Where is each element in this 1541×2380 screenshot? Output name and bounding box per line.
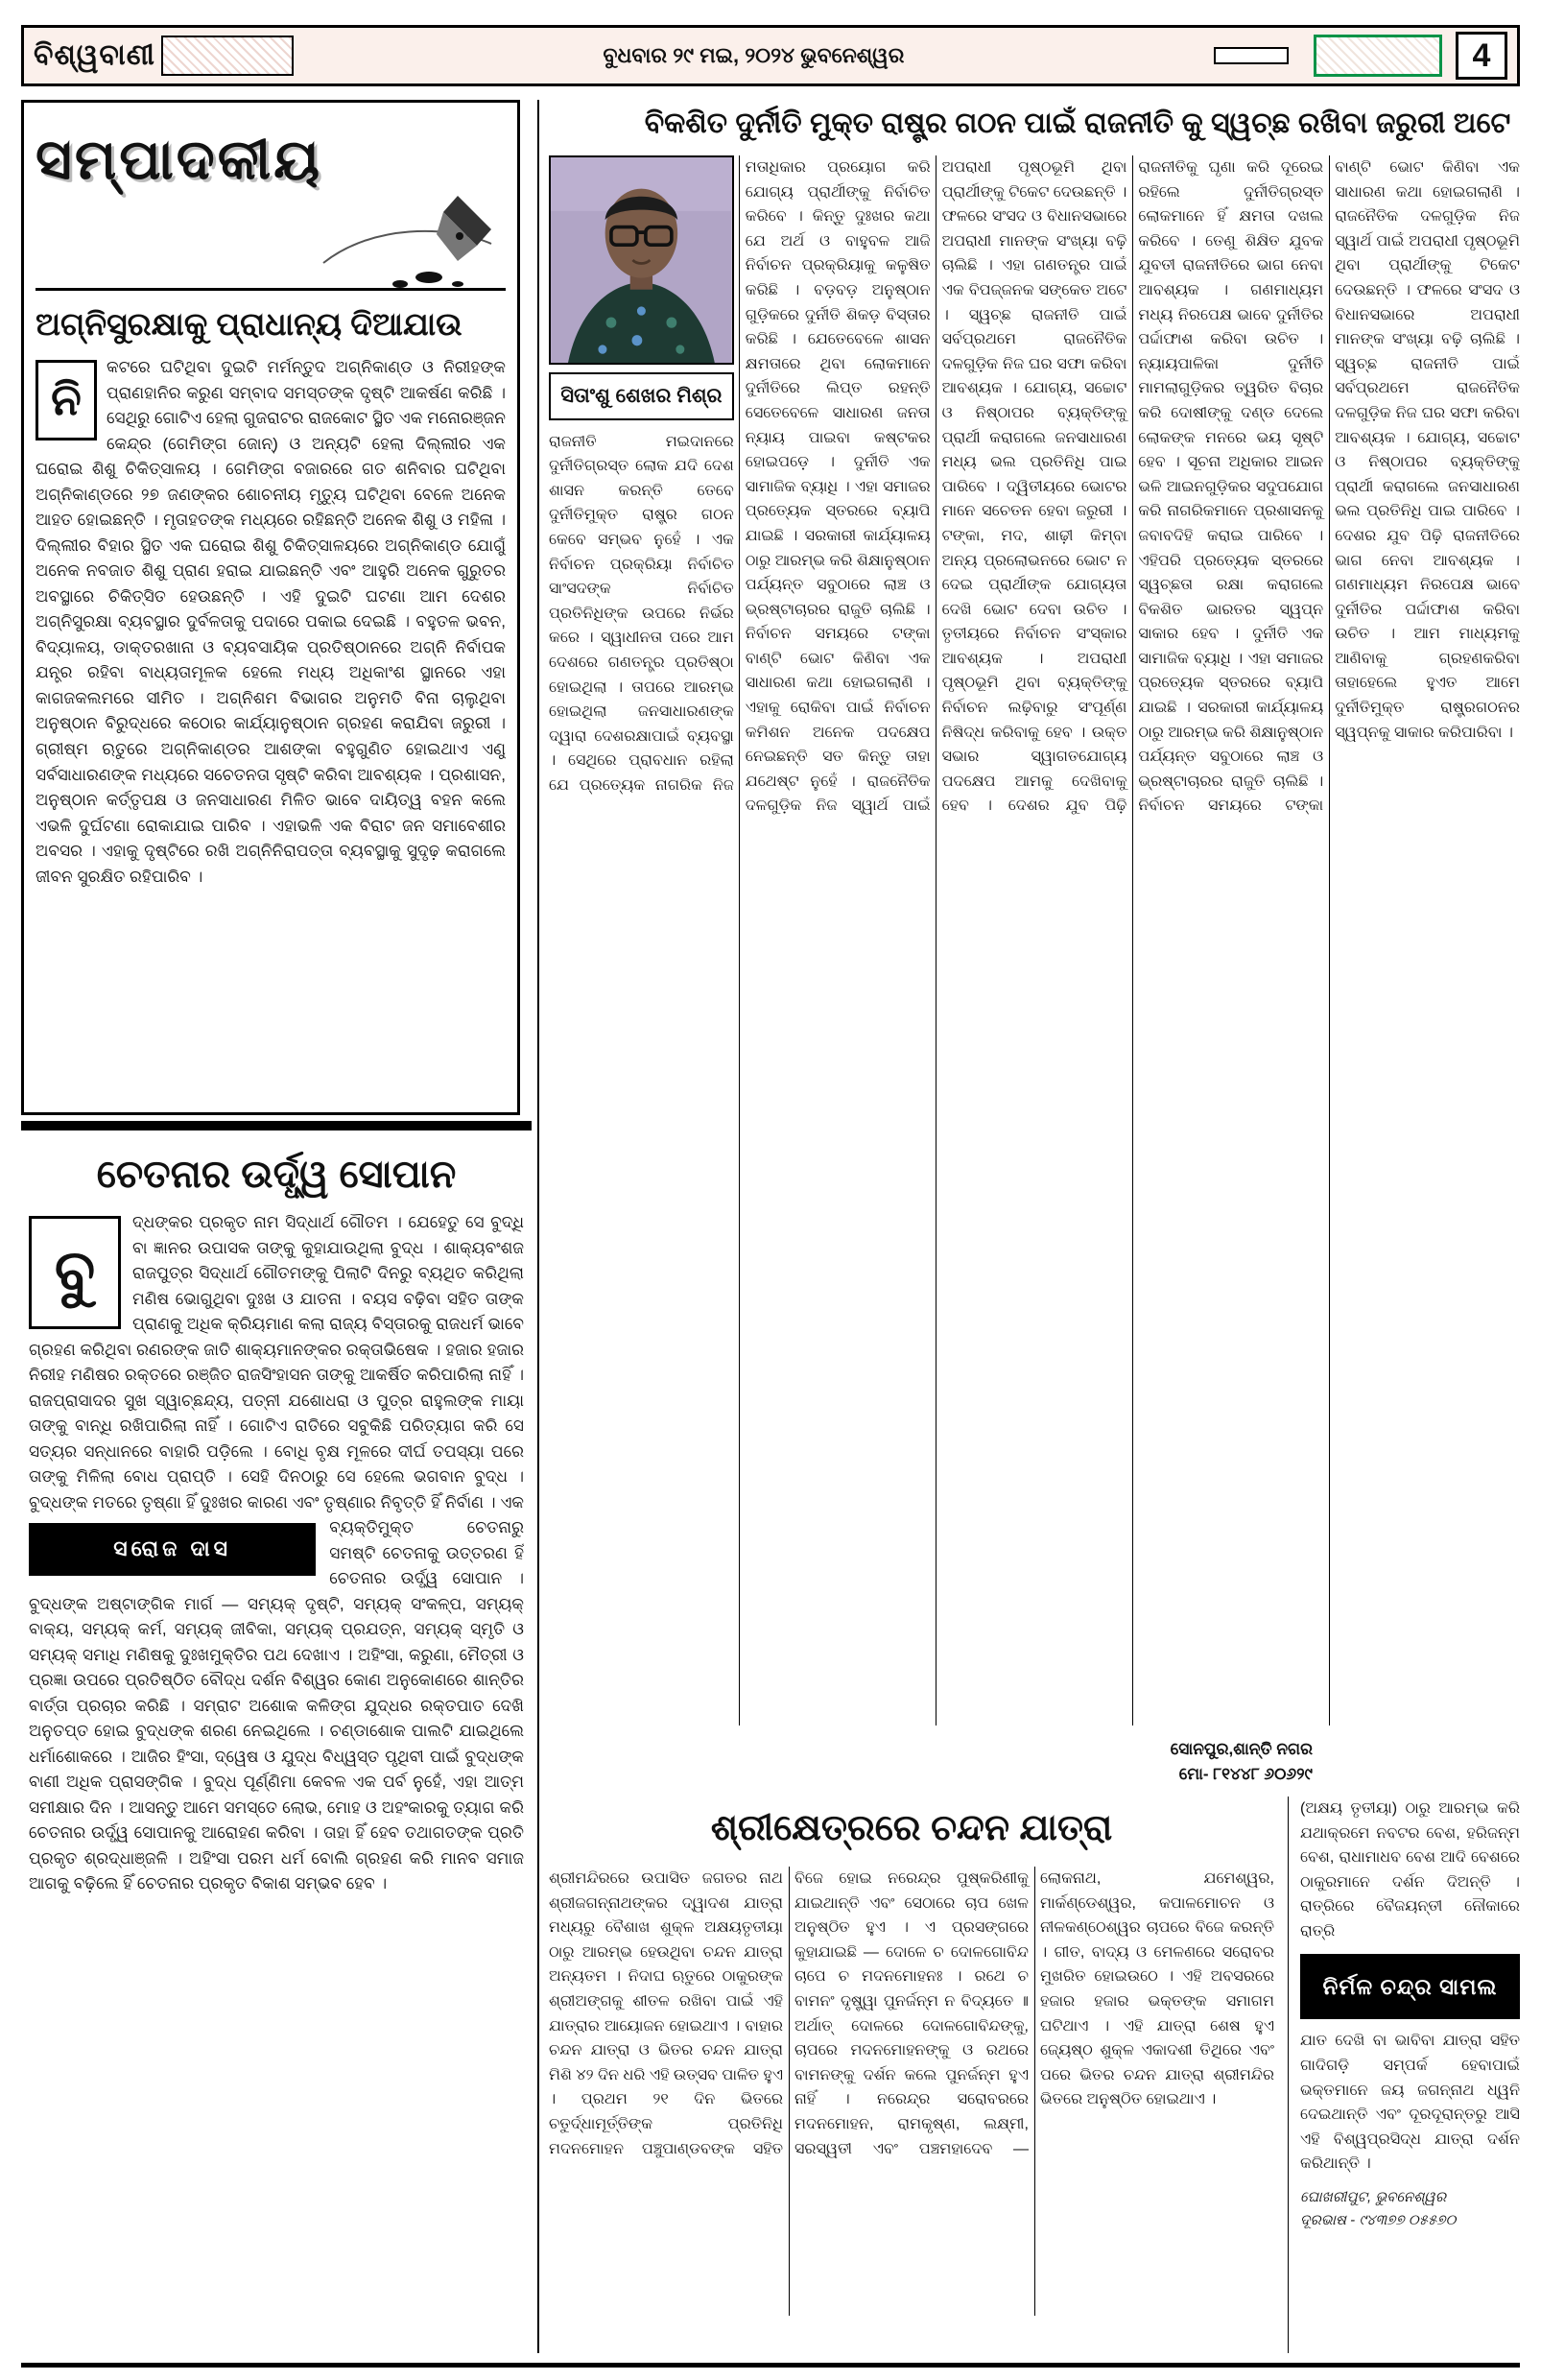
- second-article-body-text: ଦ୍ଧଙ୍କର ପ୍ରକୃତ ନାମ ସିଦ୍ଧାର୍ଥ ଗୌତମ । ଯେହେତୁ ସେ ବୁଦ୍ଧି ବା ଜ୍ଞାନର ଉପାସକ ତାଙ୍କୁ କୁହାଯାଉଥିଲା ବୁଦ୍ଧ । ଶାକ୍ୟବଂଶଜ ରାଜପୁତ୍ର ସିଦ୍ଧାର୍ଥ ଗୌତମଙ୍କୁ ପିଲାଟି ଦିନରୁ ବ୍ୟଥିତ କରିଥିଲା ମଣିଷ ଭୋଗୁଥିବା ଦୁଃଖ ଓ ଯାତନା । ବୟସ ବଢ଼ିବା ସହିତ ତାଙ୍କ ପ୍ରାଣକୁ ଅଧିକ କ୍ରିୟମାଣ କଲା ରାଜ୍ୟ ବିସ୍ତାରକୁ ରାଜଧର୍ମ ଭାବେ ଗ୍ରହଣ କରିଥିବା ରଣରଙ୍କ ଜାତି ଶାକ୍ୟମାନଙ୍କର ରକ୍ତାଭିଷେକ । ହଜାର ହଜାର ନିରୀହ ମଣିଷର ରକ୍ତରେ ରଞ୍ଜିତ ରାଜସିଂହାସନ ତାଙ୍କୁ ଆକର୍ଷିତ କରିପାରିଲା ନାହିଁ । ରାଜପ୍ରାସାଦର ସୁଖ ସ୍ୱାଚ୍ଛନ୍ଦ୍ୟ, ପତ୍ନୀ ଯଶୋଧରା ଓ ପୁତ୍ର ରାହୁଲଙ୍କ ମାୟା ତାଙ୍କୁ ବାନ୍ଧି ରଖିପାରିଲା ନାହିଁ । ଗୋଟିଏ ରାତିରେ ସବୁକିଛି ପରିତ୍ୟାଗ କରି ସେ ସତ୍ୟର ସନ୍ଧାନରେ ବାହାରି ପଡ଼ିଲେ । ବୋଧି ବୃକ୍ଷ ମୂଳରେ ଦୀର୍ଘ ତପସ୍ୟା ପରେ ତାଙ୍କୁ ମିଳିଲା ବୋଧ ପ୍ରାପ୍ତି । ସେହି ଦିନଠାରୁ ସେ ହେଲେ ଭଗବାନ ବୁଦ୍ଧ । ବୁଦ୍ଧଙ୍କ ମତରେ ତୃଷ୍ଣା ହିଁ ଦୁଃଖର କାରଣ ଏବଂ ତୃଷ୍ଣାର ନିବୃତ୍ତି ହିଁ ନିର୍ବାଣ ।: [29, 1213, 524, 1511]
- third-article-body-text: ଶ୍ରୀମନ୍ଦିରରେ ଉପାସିତ ଜଗତର ନାଥ ଶ୍ରୀଜଗନ୍ନାଥଙ୍କର ଦ୍ୱାଦଶ ଯାତ୍ରା ମଧ୍ୟରୁ ବୈଶାଖ ଶୁକ୍ଳ ଅକ୍ଷୟତୃତୀୟା ଠାରୁ ଆରମ୍ଭ ହେଉଥିବା ଚନ୍ଦନ ଯାତ୍ରା ଅନ୍ୟତମ । ନିଦାଘ ଋତୁରେ ଠାକୁରଙ୍କ ଶ୍ରୀଅଙ୍ଗକୁ ଶୀତଳ ରଖିବା ପାଇଁ ଏହି ଯାତ୍ରାର ଆୟୋଜନ ହୋଇଥାଏ । ବାହାର ଚନ୍ଦନ ଯାତ୍ରା ଓ ଭିତର ଚନ୍ଦନ ଯାତ୍ରା ମିଶି ୪୨ ଦିନ ଧରି ଏହି ଉତ୍ସବ ପାଳିତ ହୁଏ । ପ୍ରଥମ ୨୧ ଦିନ ଭିତରେ ଚତୁର୍ଦ୍ଧାମୂର୍ତ୍ତିଙ୍କ ପ୍ରତିନିଧି ମଦନମୋହନ ପଞ୍ଚୁପାଣ୍ଡବଙ୍କ ସହିତ ବିଜେ ହୋଇ ନରେନ୍ଦ୍ର ପୁଷ୍କରିଣୀକୁ ଯାଇଥାନ୍ତି ଏବଂ ସେଠାରେ ଚାପ ଖେଳ ଅନୁଷ୍ଠିତ ହୁଏ । ଏ ପ୍ରସଙ୍ଗରେ କୁହାଯାଇଛି — ଦୋଳେ ଚ ଦୋଳଗୋବିନ୍ଦ ଚାପେ ଚ ମଦନମୋହନଃ । ରଥେ ଚ ବାମନଂ ଦୃଷ୍ଟ୍ୱା ପୁନର୍ଜନ୍ମ ନ ବିଦ୍ୟତେ ॥ ଅର୍ଥାତ୍ ଦୋଳରେ ଦୋଳଗୋବିନ୍ଦଙ୍କୁ, ଚାପରେ ମଦନମୋହନଙ୍କୁ ଓ ରଥରେ ବାମନଙ୍କୁ ଦର୍ଶନ କଲେ ପୁନର୍ଜନ୍ମ ହୁଏ ନାହିଁ । ନରେନ୍ଦ୍ର ସରୋବରରେ ମଦନମୋହନ, ରାମକୃଷ୍ଣ, ଲକ୍ଷ୍ମୀ, ସରସ୍ୱତୀ ଏବଂ ପଞ୍ଚମହାଦେବ — ଲୋକନାଥ, ଯମେଶ୍ୱର, ମାର୍କଣ୍ଡେଶ୍ୱର, କପାଳମୋଚନ ଓ ନୀଳକଣ୍ଠେଶ୍ୱର ଚାପରେ ବିଜେ କରନ୍ତି । ଗୀତ, ବାଦ୍ୟ ଓ ମେଳଣରେ ସରୋବର ମୁଖରିତ ହୋଇଉଠେ । ଏହି ଅବସରରେ ହଜାର ହଜାର ଭକ୍ତଙ୍କ ସମାଗମ ଘଟିଥାଏ । ଏହି ଯାତ୍ରା ଶେଷ ହୁଏ ଜ୍ୟେଷ୍ଠ ଶୁକ୍ଳ ଏକାଦଶୀ ତିଥିରେ ଏବଂ ପରେ ଭିତର ଚନ୍ଦନ ଯାତ୍ରା ଶ୍ରୀମନ୍ଦିର ଭିତରେ ଅନୁଷ୍ଠିତ ହୋଇଥାଏ ।: [549, 1870, 1274, 2157]
- third-article-main: [549, 1797, 1274, 2353]
- third-article-side-top: (ଅକ୍ଷୟ ତୃତୀୟା) ଠାରୁ ଆରମ୍ଭ କରି ଯଥାକ୍ରମେ ନବଟର ବେଶ, ହରିଜନ୍ମ ବେଶ, ରାଧାମାଧବ ବେଶ ଆଦି ବେଶରେ ଠାକୁରମାନେ ଦର୍ଶନ ଦିଅନ୍ତି । ରାତ୍ରିରେ ବୈଜୟନ୍ତୀ ନୌକାରେ ରାତ୍ରି: [1300, 1800, 1520, 1940]
- third-article-signature: [1300, 2186, 1520, 2232]
- main-article-body: [549, 155, 1520, 1726]
- editorial-dropcap: ନି: [36, 360, 97, 440]
- date-line: ବୁଧବାର ୨୯ ମଇ, ୨୦୨୪ ଭୁବନେଶ୍ୱର: [603, 43, 905, 67]
- signoff-place: ସୋନପୁର,ଶାନ୍ତି ନଗର: [1170, 1740, 1313, 1758]
- signoff-phone: ମୋ- ୮୧୪୪୮ ୬୦୬୨୯: [1178, 1764, 1313, 1783]
- page-number: 4: [1456, 32, 1507, 80]
- third-article: [549, 1797, 1520, 2353]
- signature-place: ଘୋଖରୀପୁଟ, ଭୁବନେଶ୍ୱର: [1300, 2188, 1447, 2205]
- page-header: [21, 25, 1520, 86]
- editorial-body: [36, 355, 506, 1067]
- header-blank-box: [1214, 47, 1289, 64]
- third-article-sidebar: [1288, 1797, 1520, 2353]
- column-divider-rule: [537, 100, 539, 2353]
- editorial-section: [21, 100, 520, 1115]
- main-article-signoff: [1163, 1734, 1320, 1789]
- editorial-headline: ଅଗ୍ନିସୁରକ୍ଷାକୁ ପ୍ରାଧାନ୍ୟ ଦିଆଯାଉ: [36, 306, 462, 342]
- author-byline: ସିତାଂଶୁ ଶେଖର ମିଶ୍ର: [549, 372, 734, 420]
- second-article-headline: ଚେତନାର ଉର୍ଦ୍ଧ୍ୱ ସୋପାନ: [96, 1154, 457, 1196]
- third-article-body: [549, 1867, 1274, 2316]
- second-article-author-box: ସରୋଜ ଦାସ: [29, 1523, 316, 1575]
- page-bottom-rule: [21, 2363, 1520, 2368]
- main-article: [549, 100, 1520, 1791]
- author-photo: [549, 155, 734, 365]
- signature-phone: ଦୂରଭାଷ - ୯୪୩୭୭ ୦୫୫୭୦: [1300, 2211, 1457, 2228]
- editorial-body-text: କଟରେ ଘଟିଥିବା ଦୁଇଟି ମର୍ମନ୍ତୁଦ ଅଗ୍ନିକାଣ୍ଡ ଓ ନିରୀହଙ୍କ ପ୍ରାଣହାନିର କରୁଣ ସମ୍ବାଦ ସମସ୍ତଙ୍କ ଦୃଷ୍ଟି ଆକର୍ଷଣ କରିଛି । ସେଥିରୁ ଗୋଟିଏ ହେଲା ଗୁଜରାଟର ରାଜକୋଟ ସ୍ଥିତ ଏକ ମନୋରଞ୍ଜନ କେନ୍ଦ୍ର (ଗେମିଙ୍ଗ ଜୋନ୍) ଓ ଅନ୍ୟଟି ହେଲା ଦିଲ୍ଲୀର ଏକ ଘରୋଇ ଶିଶୁ ଚିକିତ୍ସାଳୟ । ଗେମିଙ୍ଗ ବଜାରରେ ଗତ ଶନିବାର ଘଟିଥିବା ଅଗ୍ନିକାଣ୍ଡରେ ୨୭ ଜଣଙ୍କର ଶୋଚନୀୟ ମୃତ୍ୟୁ ଘଟିଥିବା ବେଳେ ଅନେକ ଆହତ ହୋଇଛନ୍ତି । ମୃତାହତଙ୍କ ମଧ୍ୟରେ ରହିଛନ୍ତି ଅନେକ ଶିଶୁ ଓ ମହିଳା । ଦିଲ୍ଲୀର ବିହାର ସ୍ଥିତ ଏକ ଘରୋଇ ଶିଶୁ ଚିକିତ୍ସାଳୟରେ ଅଗ୍ନିକାଣ୍ଡ ଯୋଗୁଁ ଅନେକ ନବଜାତ ଶିଶୁ ପ୍ରାଣ ହରାଇ ଯାଇଛନ୍ତି ଏବଂ ଆହୁରି ଅନେକ ଗୁରୁତର ଅବସ୍ଥାରେ ଚିକିତ୍ସିତ ହେଉଛନ୍ତି । ଏହି ଦୁଇଟି ଘଟଣା ଆମ ଦେଶର ଅଗ୍ନିସୁରକ୍ଷା ବ୍ୟବସ୍ଥାର ଦୁର୍ବଳତାକୁ ପଦାରେ ପକାଇ ଦେଇଛି । ବହୁତଳ ଭବନ, ବିଦ୍ୟାଳୟ, ଡାକ୍ତରଖାନା ଓ ବ୍ୟବସାୟିକ ପ୍ରତିଷ୍ଠାନରେ ଅଗ୍ନି ନିର୍ବାପକ ଯନ୍ତ୍ର ରହିବା ବାଧ୍ୟତାମୂଳକ ହେଲେ ମଧ୍ୟ ଅଧିକାଂଶ ସ୍ଥାନରେ ଏହା କାଗଜକଲମରେ ସୀମିତ । ଅଗ୍ନିଶମ ବିଭାଗର ଅନୁମତି ବିନା ଚାଲୁଥିବା ଅନୁଷ୍ଠାନ ବିରୁଦ୍ଧରେ କଠୋର କାର୍ଯ୍ୟାନୁଷ୍ଠାନ ଗ୍ରହଣ କରାଯିବା ଜରୁରୀ । ଗ୍ରୀଷ୍ମ ଋତୁରେ ଅଗ୍ନିକାଣ୍ଡର ଆଶଙ୍କା ବହୁଗୁଣିତ ହୋଇଥାଏ ଏଣୁ ସର୍ବସାଧାରଣଙ୍କ ମଧ୍ୟରେ ସଚେତନତା ସୃଷ୍ଟି କରିବା ଆବଶ୍ୟକ । ପ୍ରଶାସନ, ଅନୁଷ୍ଠାନ କର୍ତ୍ତୃପକ୍ଷ ଓ ଜନସାଧାରଣ ମିଳିତ ଭାବେ ଦାୟିତ୍ୱ ବହନ କଲେ ଏଭଳି ଦୁର୍ଘଟଣା ରୋକାଯାଇ ପାରିବ । ଏହାଭଳି ଏକ ବିରାଟ ଜନ ସମାବେଶୀର ଅବସର । ଏହାକୁ ଦୃଷ୍ଟିରେ ରଖି ଅଗ୍ନିନିରାପତ୍ତା ବ୍ୟବସ୍ଥାକୁ ସୁଦୃଢ଼ କରାଗଲେ ଜୀବନ ସୁରକ୍ଷିତ ରହିପାରିବ ।: [36, 358, 506, 886]
- fountain-pen-icon: [314, 186, 506, 292]
- main-article-body-text: ରାଜନୀତି ମଇଦାନରେ ଦୁର୍ନୀତିଗ୍ରସ୍ତ ଲୋକ ଯଦି ଦେଶ ଶାସନ କରନ୍ତି ତେବେ ଦୁର୍ନୀତିମୁକ୍ତ ରାଷ୍ଟ୍ର ଗଠନ କେବେ ସମ୍ଭବ ନୁହେଁ । ଏକ ନିର୍ବାଚନ ପ୍ରକ୍ରିୟା ନିର୍ବାଚିତ ସାଂସଦଙ୍କ ନିର୍ବାଚିତ ପ୍ରତିନିଧିଙ୍କ ଉପରେ ନିର୍ଭର କରେ । ସ୍ୱାଧୀନତା ପରେ ଆମ ଦେଶରେ ଗଣତନ୍ତ୍ର ପ୍ରତିଷ୍ଠା ହୋଇଥିଲା । ତାପରେ ଆରମ୍ଭ ହୋଇଥିଲା ଜନସାଧାରଣଙ୍କ ଦ୍ୱାରା ଦେଶରକ୍ଷାପାଇଁ ବ୍ୟବସ୍ଥା । ସେଥିରେ ପ୍ରାବଧାନ ରହିଲା ଯେ ପ୍ରତ୍ୟେକ ନାଗରିକ ନିଜ ମତାଧିକାର ପ୍ରୟୋଗ କରି ଯୋଗ୍ୟ ପ୍ରାର୍ଥୀଙ୍କୁ ନିର୍ବାଚିତ କରିବେ । କିନ୍ତୁ ଦୁଃଖର କଥା ଯେ ଅର୍ଥ ଓ ବାହୁବଳ ଆଜି ନିର୍ବାଚନ ପ୍ରକ୍ରିୟାକୁ କଳୁଷିତ କରିଛି । ବଡ଼ବଡ଼ ଅନୁଷ୍ଠାନ ଗୁଡ଼ିକରେ ଦୁର୍ନୀତି ଶିକଡ଼ ବିସ୍ତାର କରିଛି । ଯେତେବେଳେ ଶାସନ କ୍ଷମତାରେ ଥିବା ଲୋକମାନେ ଦୁର୍ନୀତିରେ ଲିପ୍ତ ରହନ୍ତି ସେତେବେଳେ ସାଧାରଣ ଜନତା ନ୍ୟାୟ ପାଇବା କଷ୍ଟକର ହୋଇପଡ଼େ । ଦୁର୍ନୀତି ଏକ ସାମାଜିକ ବ୍ୟାଧି । ଏହା ସମାଜର ପ୍ରତ୍ୟେକ ସ୍ତରରେ ବ୍ୟାପି ଯାଇଛି । ସରକାରୀ କାର୍ଯ୍ୟାଳୟ ଠାରୁ ଆରମ୍ଭ କରି ଶିକ୍ଷାନୁଷ୍ଠାନ ପର୍ଯ୍ୟନ୍ତ ସବୁଠାରେ ଲାଞ୍ଚ ଓ ଭ୍ରଷ୍ଟାଚାରର ରାଜୁତି ଚାଲିଛି । ନିର୍ବାଚନ ସମୟରେ ଟଙ୍କା ବାଣ୍ଟି ଭୋଟ କିଣିବା ଏକ ସାଧାରଣ କଥା ହୋଇଗଲାଣି । ଏହାକୁ ରୋକିବା ପାଇଁ ନିର୍ବାଚନ କମିଶନ ଅନେକ ପଦକ୍ଷେପ ନେଇଛନ୍ତି ସତ କିନ୍ତୁ ତାହା ଯଥେଷ୍ଟ ନୁହେଁ । ରାଜନୈତିକ ଦଳଗୁଡ଼ିକ ନିଜ ସ୍ୱାର୍ଥ ପାଇଁ ଅପରାଧୀ ପୃଷ୍ଠଭୂମି ଥିବା ପ୍ରାର୍ଥୀଙ୍କୁ ଟିକେଟ ଦେଉଛନ୍ତି । ଫଳରେ ସଂସଦ ଓ ବିଧାନସଭାରେ ଅପରାଧୀ ମାନଙ୍କ ସଂଖ୍ୟା ବଢ଼ି ଚାଲିଛି । ଏହା ଗଣତନ୍ତ୍ର ପାଇଁ ଏକ ବିପଜ୍ଜନକ ସଙ୍କେତ ଅଟେ । ସ୍ୱଚ୍ଛ ରାଜନୀତି ପାଇଁ ସର୍ବପ୍ରଥମେ ରାଜନୈତିକ ଦଳଗୁଡ଼ିକ ନିଜ ଘର ସଫା କରିବା ଆବଶ୍ୟକ । ଯୋଗ୍ୟ, ସଚ୍ଚୋଟ ଓ ନିଷ୍ଠାପର ବ୍ୟକ୍ତିଙ୍କୁ ପ୍ରାର୍ଥୀ କରାଗଲେ ଜନସାଧାରଣ ମଧ୍ୟ ଭଲ ପ୍ରତିନିଧି ପାଇ ପାରିବେ । ଦ୍ୱିତୀୟରେ ଭୋଟର ମାନେ ସଚେତନ ହେବା ଜରୁରୀ । ଟଙ୍କା, ମଦ, ଶାଢ଼ୀ କିମ୍ବା ଅନ୍ୟ ପ୍ରଲୋଭନରେ ଭୋଟ ନ ଦେଇ ପ୍ରାର୍ଥୀଙ୍କ ଯୋଗ୍ୟତା ଦେଖି ଭୋଟ ଦେବା ଉଚିତ । ତୃତୀୟରେ ନିର୍ବାଚନ ସଂସ୍କାର ଆବଶ୍ୟକ । ଅପରାଧୀ ପୃଷ୍ଠଭୂମି ଥିବା ବ୍ୟକ୍ତିଙ୍କୁ ନିର୍ବାଚନ ଲଢ଼ିବାରୁ ସଂପୂର୍ଣ୍ଣ ନିଷିଦ୍ଧ କରିବାକୁ ହେବ । ଉକ୍ତ ସଭାର ସ୍ୱାଗତଯୋଗ୍ୟ ପଦକ୍ଷେପ ଆମକୁ ଦେଖିବାକୁ ହେବ । ଦେଶର ଯୁବ ପିଢ଼ି ରାଜନୀତିକୁ ଘୃଣା କରି ଦୂରେଇ ରହିଲେ ଦୁର୍ନୀତିଗ୍ରସ୍ତ ଲୋକମାନେ ହିଁ କ୍ଷମତା ଦଖଲ କରିବେ । ତେଣୁ ଶିକ୍ଷିତ ଯୁବକ ଯୁବତୀ ରାଜନୀତିରେ ଭାଗ ନେବା ଆବଶ୍ୟକ । ଗଣମାଧ୍ୟମ ମଧ୍ୟ ନିରପେକ୍ଷ ଭାବେ ଦୁର୍ନୀତିର ପର୍ଦ୍ଦାଫାଶ କରିବା ଉଚିତ । ନ୍ୟାୟପାଳିକା ଦୁର୍ନୀତି ମାମଲାଗୁଡ଼ିକର ତ୍ୱରିତ ବିଚାର କରି ଦୋଷୀଙ୍କୁ ଦଣ୍ଡ ଦେଲେ ଲୋକଙ୍କ ମନରେ ଭୟ ସୃଷ୍ଟି ହେବ । ସୂଚନା ଅଧିକାର ଆଇନ ଭଳି ଆଇନଗୁଡ଼ିକର ସଦୁପଯୋଗ କରି ନାଗରିକମାନେ ପ୍ରଶାସନକୁ ଜବାବଦିହି କରାଇ ପାରିବେ । ଏହିପରି ପ୍ରତ୍ୟେକ ସ୍ତରରେ ସ୍ୱଚ୍ଛତା ରକ୍ଷା କରାଗଲେ ବିକଶିତ ଭାରତର ସ୍ୱପ୍ନ ସାକାର ହେବ । ଦୁର୍ନୀତି ଏକ ସାମାଜିକ ବ୍ୟାଧି । ଏହା ସମାଜର ପ୍ରତ୍ୟେକ ସ୍ତରରେ ବ୍ୟାପି ଯାଇଛି । ସରକାରୀ କାର୍ଯ୍ୟାଳୟ ଠାରୁ ଆରମ୍ଭ କରି ଶିକ୍ଷାନୁଷ୍ଠାନ ପର୍ଯ୍ୟନ୍ତ ସବୁଠାରେ ଲାଞ୍ଚ ଓ ଭ୍ରଷ୍ଟାଚାରର ରାଜୁତି ଚାଲିଛି । ନିର୍ବାଚନ ସମୟରେ ଟଙ୍କା ବାଣ୍ଟି ଭୋଟ କିଣିବା ଏକ ସାଧାରଣ କଥା ହୋଇଗଲାଣି । ରାଜନୈତିକ ଦଳଗୁଡ଼ିକ ନିଜ ସ୍ୱାର୍ଥ ପାଇଁ ଅପରାଧୀ ପୃଷ୍ଠଭୂମି ଥିବା ପ୍ରାର୍ଥୀଙ୍କୁ ଟିକେଟ ଦେଉଛନ୍ତି । ଫଳରେ ସଂସଦ ଓ ବିଧାନସଭାରେ ଅପରାଧୀ ମାନଙ୍କ ସଂଖ୍ୟା ବଢ଼ି ଚାଲିଛି । ସ୍ୱଚ୍ଛ ରାଜନୀତି ପାଇଁ ସର୍ବପ୍ରଥମେ ରାଜନୈତିକ ଦଳଗୁଡ଼ିକ ନିଜ ଘର ସଫା କରିବା ଆବଶ୍ୟକ । ଯୋଗ୍ୟ, ସଚ୍ଚୋଟ ଓ ନିଷ୍ଠାପର ବ୍ୟକ୍ତିଙ୍କୁ ପ୍ରାର୍ଥୀ କରାଗଲେ ଜନସାଧାରଣ ଭଲ ପ୍ରତିନିଧି ପାଇ ପାରିବେ । ଦେଶର ଯୁବ ପିଢ଼ି ରାଜନୀତିରେ ଭାଗ ନେବା ଆବଶ୍ୟକ । ଗଣମାଧ୍ୟମ ନିରପେକ୍ଷ ଭାବେ ଦୁର୍ନୀତିର ପର୍ଦ୍ଦାଫାଶ କରିବା ଉଚିତ । ଆମ ମାଧ୍ୟମକୁ ଆଣିବାକୁ ଗ୍ରହଣକରିବା ତାହାହେଲେ ହୁଏତ ଆମେ ଦୁର୍ନୀତିମୁକ୍ତ ରାଷ୍ଟ୍ରଗଠନର ସ୍ୱପ୍ନକୁ ସାକାର କରିପାରିବା ।: [549, 159, 1520, 815]
- second-article-dropcap: ବୁ: [29, 1216, 121, 1329]
- third-article-headline: ଶ୍ରୀକ୍ଷେତ୍ରରେ ଚନ୍ଦନ ଯାତ୍ରା: [710, 1808, 1113, 1848]
- third-article-author-box: ନିର୍ମଳ ଚନ୍ଦ୍ର ସାମଲ: [1300, 1954, 1520, 2020]
- paper-name: ବିଶ୍ୱବାଣୀ: [34, 39, 155, 71]
- author-photo-card: [549, 155, 734, 420]
- third-article-side-bottom: ଯାତ ଦେଖି ବା ଭାବିବା ଯାତ୍ରା ସହିତ ଗାଦିଗଡ଼ି ସମ୍ପର୍କ ହେବାପାଇଁ ଭକ୍ତମାନେ ଜୟ ଜଗନ୍ନାଥ ଧ୍ୱନି ଦେଇଥାନ୍ତି ଏବଂ ଦୂରଦୂରାନ୍ତରୁ ଆସି ଏହି ବିଶ୍ୱପ୍ରସିଦ୍ଧ ଯାତ୍ରା ଦର୍ଶନ କରିଥାନ୍ତି ।: [1300, 2033, 1520, 2173]
- editorial-masthead-logo: ସମ୍ପାଦକୀୟ: [36, 129, 323, 191]
- second-article-body-text-2: ଏକ ବ୍ୟକ୍ତିମୁକ୍ତ ଚେତନାରୁ ସମଷ୍ଟି ଚେତନାକୁ ଉତ୍ତରଣ ହିଁ ଚେତନାର ଉର୍ଦ୍ଧ୍ୱ ସୋପାନ । ବୁଦ୍ଧଙ୍କ ଅଷ୍ଟାଙ୍ଗିକ ମାର୍ଗ — ସମ୍ୟକ୍ ଦୃଷ୍ଟି, ସମ୍ୟକ୍ ସଂକଳ୍ପ, ସମ୍ୟକ୍ ବାକ୍ୟ, ସମ୍ୟକ୍ କର୍ମ, ସମ୍ୟକ୍ ଜୀବିକା, ସମ୍ୟକ୍ ପ୍ରଯତ୍ନ, ସମ୍ୟକ୍ ସ୍ମୃତି ଓ ସମ୍ୟକ୍ ସମାଧି ମଣିଷକୁ ଦୁଃଖମୁକ୍ତିର ପଥ ଦେଖାଏ । ଅହିଂସା, କରୁଣା, ମୈତ୍ରୀ ଓ ପ୍ରଜ୍ଞା ଉପରେ ପ୍ରତିଷ୍ଠିତ ବୌଦ୍ଧ ଦର୍ଶନ ବିଶ୍ୱର କୋଣ ଅନୁକୋଣରେ ଶାନ୍ତିର ବାର୍ତ୍ତା ପ୍ରଚାର କରିଛି । ସମ୍ରାଟ ଅଶୋକ କଳିଙ୍ଗ ଯୁଦ୍ଧର ରକ୍ତପାତ ଦେଖି ଅନୁତପ୍ତ ହୋଇ ବୁଦ୍ଧଙ୍କ ଶରଣ ନେଇଥିଲେ । ଚଣ୍ଡାଶୋକ ପାଲଟି ଯାଇଥିଲେ ଧର୍ମାଶୋକରେ । ଆଜିର ହିଂସା, ଦ୍ୱେଷ ଓ ଯୁଦ୍ଧ ବିଧ୍ୱସ୍ତ ପୃଥିବୀ ପାଇଁ ବୁଦ୍ଧଙ୍କ ବାଣୀ ଅଧିକ ପ୍ରାସଙ୍ଗିକ । ବୁଦ୍ଧ ପୂର୍ଣ୍ଣିମା କେବଳ ଏକ ପର୍ବ ନୁହେଁ, ଏହା ଆତ୍ମ ସମୀକ୍ଷାର ଦିନ । ଆସନ୍ତୁ ଆମେ ସମସ୍ତେ ଲୋଭ, ମୋହ ଓ ଅହଂକାରକୁ ତ୍ୟାଗ କରି ଚେତନାର ଉର୍ଦ୍ଧ୍ୱ ସୋପାନକୁ ଆରୋହଣ କରିବା । ତାହା ହିଁ ହେବ ତଥାଗତଙ୍କ ପ୍ରତି ପ୍ରକୃତ ଶ୍ରଦ୍ଧାଞ୍ଜଳି । ଅହିଂସା ପରମ ଧର୍ମ ବୋଲି ଗ୍ରହଣ କରି ମାନବ ସମାଜ ଆଗକୁ ବଢ଼ିଲେ ହିଁ ଚେତନାର ପ୍ରକୃତ ବିକାଶ ସମ୍ଭବ ହେବ ।: [29, 1492, 524, 1893]
- second-article: [21, 1121, 532, 2353]
- masthead-decoration-box: [161, 36, 294, 76]
- editorial-masthead-block: [36, 110, 506, 291]
- second-article-body: [29, 1210, 524, 2323]
- main-article-headline: ବିକଶିତ ଦୁର୍ନୀତି ମୁକ୍ତ ରାଷ୍ଟ୍ର ଗଠନ ପାଇଁ ରାଜନୀତି କୁ ସ୍ୱଚ୍ଛ ରଖିବା ଜରୁରୀ ଅଟେ: [644, 107, 1511, 139]
- header-green-box: [1314, 35, 1442, 77]
